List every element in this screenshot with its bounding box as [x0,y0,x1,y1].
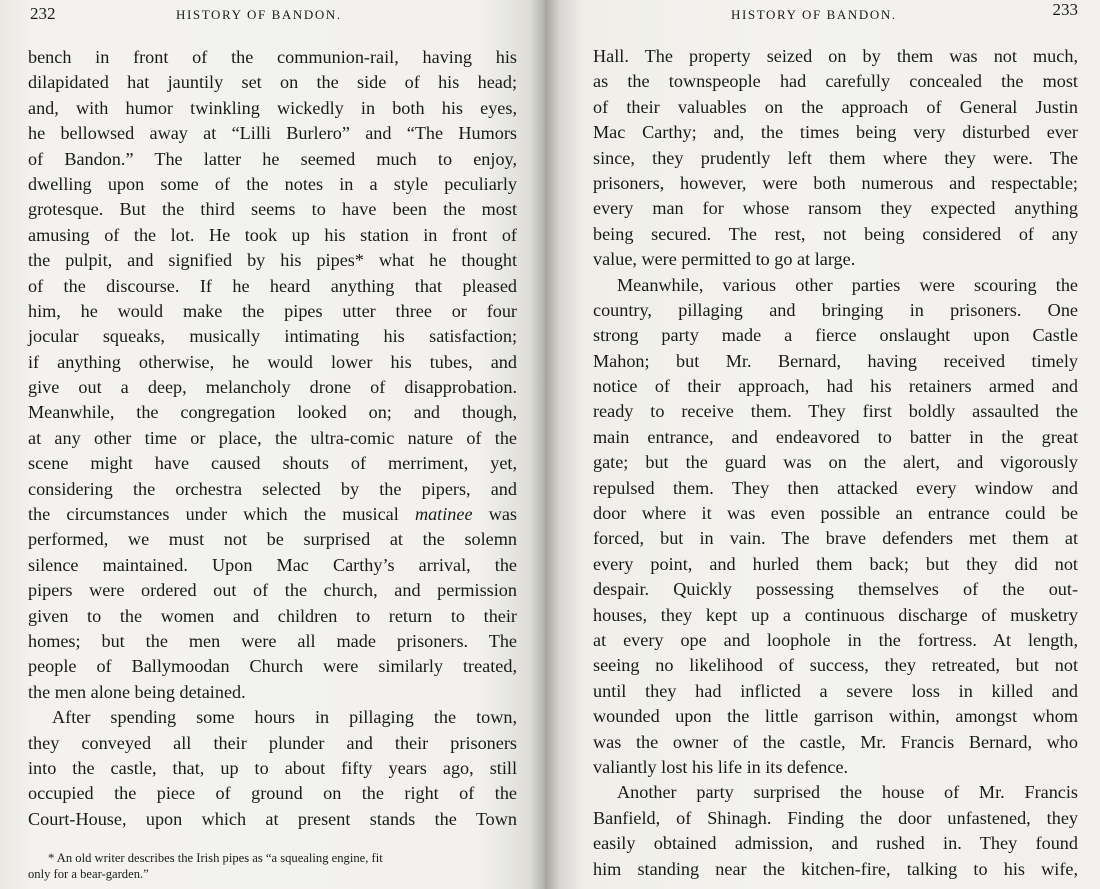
right-page [545,0,1100,889]
text-line: repulsed them. They then attacked every window and [593,477,1078,498]
text-line: Mahon; but Mr. Bernard, having received timely [593,350,1078,371]
footnote-line: only for a bear-garden.” [28,867,149,882]
left-page-number: 232 [30,4,56,23]
text-line: until they had inflicted a severe loss in killed and [593,680,1078,701]
text-line: occupied the piece of ground on the right of the [28,783,517,804]
text-line: if anything otherwise, he would lower his tubes, and [28,351,517,372]
text-line: homes; but the men were all made prisoners. The [28,630,517,651]
text-line: of their valuables on the approach of General Justin [593,96,1078,117]
text-line: Another party surprised the house of Mr. Francis [617,782,1078,803]
text-line: despair. Quickly possessing themselves of the out- [593,579,1078,600]
text-line: he bellowsed away at “Lilli Burlero” and “The Humors [28,123,517,144]
text-line: silence maintained. Upon Mac Carthy’s arrival, the [28,554,517,575]
text-line: After spending some hours in pillaging the town, [52,707,517,728]
right-body-text [593,44,1078,882]
text-line: Meanwhile, the congregation looked on; and though, [28,402,517,423]
text-line: every point, and hurled them back; but they did not [593,553,1078,574]
right-page-number: 233 [1052,0,1078,19]
text-line: Court-House, upon which at present stands the Town [28,808,517,829]
text-line: given to the women and children to return to their [28,605,517,626]
footnote [18,850,517,882]
text-line: him, he would make the pipes utter three or four [28,300,517,321]
text-line: Mac Carthy; and, the times being very disturbed ever [593,122,1078,143]
text-line: ready to receive them. They first boldly assaulted the [593,401,1078,422]
text-line: wounded upon the little garrison within, amongst whom [593,706,1078,727]
left-page-header [18,0,517,34]
text-line: main entrance, and endeavored to batter in the great [593,426,1078,447]
text-line: into the castle, that, up to about fifty years ago, still [28,757,517,778]
text-line: being secured. The rest, not being considered of any [593,223,1078,244]
text-line: Meanwhile, various other parties were scouring the [617,274,1078,295]
text-line: they conveyed all their plunder and their prisoners [28,732,517,753]
text-line: Hall. The property seized on by them was not much, [593,46,1078,66]
text-line: notice of their approach, had his retainers armed and [593,376,1078,397]
text-line: at any other time or place, the ultra-comic nature of the [28,427,517,448]
text-line: every man for whose ransom they expected anything [593,198,1078,219]
text-line: considering the orchestra selected by the pipers, and [28,478,517,499]
text-line: of Bandon.” The latter he seemed much to enjoy, [28,148,517,169]
text-line: door where it was even possible an entrance could be [593,503,1078,524]
text-line: of the discourse. If he heard anything that pleased [28,275,517,296]
text-line: performed, we must not be surprised at the solemn [28,529,517,550]
text-line: houses, they kept up a continuous discharge of musketry [593,604,1078,625]
text-line: strong party made a fierce onslaught upon Castle [593,325,1078,346]
text-line: the men alone being detained. [28,681,246,702]
text-line: Banfield, of Shinagh. Finding the door unfastened, they [593,807,1078,828]
text-line: country, pillaging and bringing in prisoners. One [593,299,1078,320]
text-line: jocular squeaks, musically intimating his satisfaction; [28,326,517,347]
text-line: seeing no likelihood of success, they retreated, but not [593,655,1078,676]
text-line: at every ope and loophole in the fortress. At length, [593,629,1078,650]
text-line: the pulpit, and signified by his pipes* what he thought [28,250,517,271]
text-line: him standing near the kitchen-fire, talking to his wife, [593,858,1078,879]
text-line: forced, but in vain. The brave defenders met them at [593,528,1078,549]
text-line: dilapidated hat jauntily set on the side of his head; [28,72,517,93]
text-line: as the townspeople had carefully concealed the most [593,71,1078,92]
text-line: the circumstances under which the musical matinee was [28,504,517,525]
book-gutter [530,0,560,889]
text-line: people of Ballymoodan Church were similarly treated, [28,656,517,677]
left-page [0,0,545,889]
text-line: amusing of the lot. He took up his station in front of [28,224,517,245]
text-line: dwelling upon some of the notes in a style peculiarly [28,173,517,194]
text-line: easily obtained admission, and rushed in. They found [593,833,1078,854]
text-line: gate; but the guard was on the alert, and vigorously [593,452,1078,473]
text-line: bench in front of the communion-rail, having his [28,47,517,67]
text-line: and, with humor twinkling wickedly in both his eyes, [28,97,517,118]
text-line: was the owner of the castle, Mr. Francis Bernard, who [593,731,1078,752]
text-line: value, were permitted to go at large. [593,249,856,270]
text-line: valiantly lost his life in its defence. [593,756,849,777]
text-line: since, they prudently left them where they were. The [593,147,1078,168]
text-line: give out a deep, melancholy drone of disapprobation. [28,377,517,398]
right-running-head: HISTORY OF BANDON. [731,7,897,22]
left-running-head: HISTORY OF BANDON. [176,7,342,22]
footnote-line: * An old writer describes the Irish pipes as “a squealing engine, fit [48,851,383,866]
text-line: pipers were ordered out of the church, and permission [28,580,517,601]
right-page-header [593,0,1078,34]
text-line: grotesque. But the third seems to have been the most [28,199,517,220]
text-line: scene might have caused shouts of merriment, yet, [28,453,517,474]
left-body-text [18,45,517,832]
text-line: prisoners, however, were both numerous and respectable; [593,172,1078,193]
